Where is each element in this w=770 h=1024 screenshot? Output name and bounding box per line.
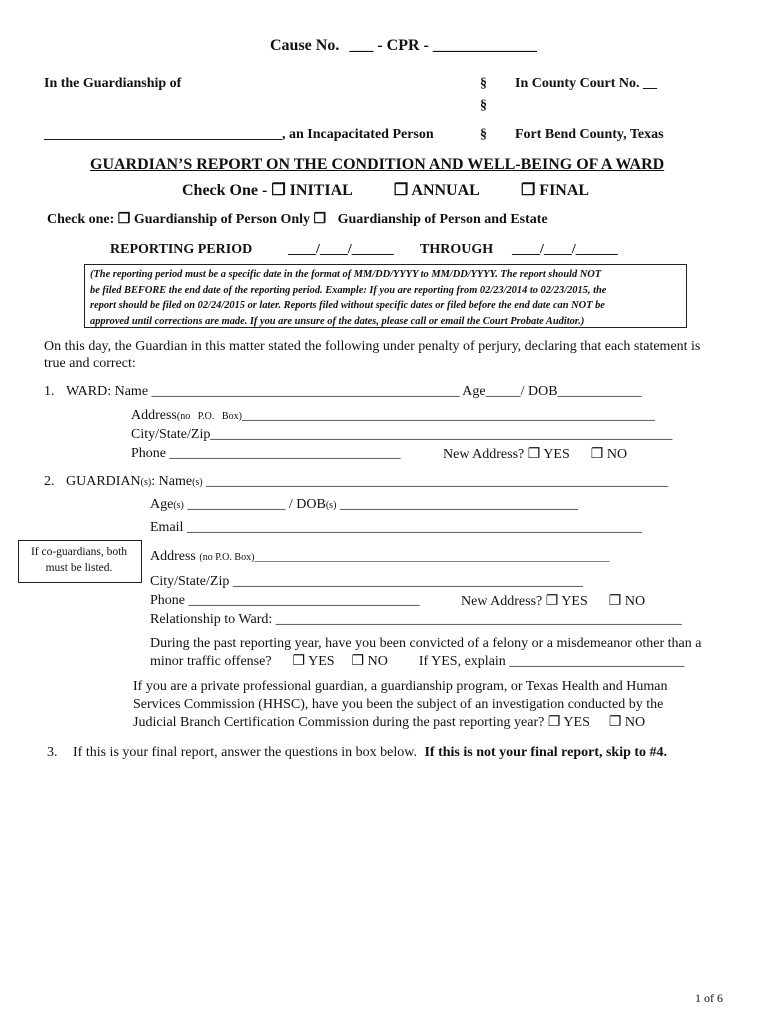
no-label: NO [624,594,646,609]
guardianship-type-row [47,211,548,228]
checkbox-icon[interactable]: ❐ [527,447,541,462]
notice-text [90,267,606,329]
notice-line: report should be filed on 02/24/2015 or later. Reports filed without specific dates or filed before the end date can NOT be [90,300,605,311]
option-final: FINAL [539,182,590,199]
guardian-label: GUARDIAN [66,474,141,489]
cause-label: Cause No. [270,37,340,54]
ward-new-address-row [443,446,627,463]
guardian-email-row [150,520,642,536]
guardian-address-label: Address [150,549,196,564]
felony-question-line1: During the past reporting year, have you been convicted of a felony or a misdemeanor other than a [150,636,702,651]
no-label: NO [367,654,388,669]
guardian-city-row [150,574,583,590]
item-3-text: If this is your final report, answer the questions in box below. [73,745,417,760]
yes-label: YES [308,654,335,669]
item-number: 1. [44,384,55,399]
ward-address-label: Address [131,408,177,423]
through-label: THROUGH [420,242,494,257]
guardian-email-field[interactable]: _________________________________________________________________ [186,520,642,535]
checkbox-icon[interactable]: ❐ [547,715,561,730]
ward-address-row [131,408,655,424]
explain-field[interactable]: _________________________ [509,654,685,669]
yes-label: YES [561,594,588,609]
explain-label: If YES, explain [418,654,506,669]
intro-paragraph [44,338,700,372]
guardianship-of-label: In the Guardianship of [44,76,182,91]
guardian-email-label: Email [150,520,184,535]
guardian-name-field[interactable]: __________________________________________________________________ [206,474,669,489]
yes-label: YES [543,447,570,462]
investigation-question [133,678,667,732]
guardian-city-label: City/State/Zip [150,574,230,589]
guardian-address-row [150,549,609,565]
plural-note: (s) [173,500,184,511]
cause-number [270,37,537,55]
plural-note: (s) [140,477,152,488]
co-guardian-note [18,544,140,576]
plural-note: (s) [192,477,203,488]
guardian-age-row [150,497,578,513]
reporting-from-date[interactable]: ____/____/______ [288,242,394,257]
no-label: NO [606,447,628,462]
ward-city-row [131,427,672,443]
section-mark: § [480,127,487,142]
item-number: 2. [44,474,55,489]
checkbox-icon[interactable]: ❐ [393,182,409,199]
notice-line: be filed BEFORE the end date of the reporting period. Example: If you are reporting from 02/23/2014 to 02/23/2015, the [90,284,607,296]
intro-line: On this day, the Guardian in this matter stated the following under penalty of perjury, declaring that each statement is [44,339,701,354]
checkbox-icon[interactable]: ❐ [271,182,286,199]
reporting-period-label: REPORTING PERIOD [110,242,253,257]
checkbox-icon[interactable]: ❐ [117,212,131,227]
option-annual: ANNUAL [411,182,479,199]
new-address-label: New Address? [461,594,543,609]
checkbox-icon[interactable]: ❐ [351,654,365,669]
guardian-phone-field[interactable]: _________________________________ [188,593,420,608]
guardian-address-note: (no P.O. Box) [199,552,255,563]
no-label: NO [624,715,646,730]
relationship-field[interactable]: __________________________________________________________ [275,612,682,627]
ward-name-row [44,384,642,400]
checkbox-icon[interactable]: ❐ [590,447,604,462]
guardian-name-row [44,474,668,490]
option-initial: INITIAL [289,182,352,199]
question-line: If you are a private professional guardian, a guardianship program, or Texas Health and Human [133,679,668,694]
check-one-b-label: Check one: [47,212,115,227]
notice-line: approved until corrections are made. If you are unsure of the dates, please call or email the Court Probate Auditor.) [90,315,585,327]
ward-name-field[interactable]: ____________________________________________ [151,384,460,399]
guardian-address-field[interactable]: _______________________________________________________________________ [254,552,610,563]
note-line: If co-guardians, both [30,546,128,558]
ward-age-label: Age [462,384,486,399]
question-line: Judicial Branch Certification Commission during the past reporting year? [133,715,545,730]
guardian-age-label: Age [150,497,174,512]
section-mark: § [480,98,487,113]
ward-address-note: (no P.O. Box) [176,411,242,422]
ward-city-label: City/State/Zip [131,427,211,442]
page-number: 1 of 6 [695,991,723,1005]
ward-city-field[interactable]: __________________________________________________________________ [210,427,673,442]
ward-phone-field[interactable]: _________________________________ [169,446,401,461]
guardian-dob-label: / DOB [288,497,326,512]
plural-note: (s) [325,500,337,511]
note-line: must be listed. [45,562,113,574]
ward-address-field[interactable]: ___________________________________________________________ [241,408,655,423]
ward-name-label: WARD: Name [66,384,149,399]
relationship-row [150,612,682,628]
guardian-city-field[interactable]: __________________________________________________ [232,574,583,589]
checkbox-icon[interactable]: ❐ [545,594,559,609]
guardian-age-field[interactable]: ______________ [187,497,286,512]
ward-dob-label: DOB [528,384,558,399]
item-3-skip-note: If this is not your final report, skip to #4. [424,745,668,760]
item-number: 3. [47,745,58,760]
new-address-label: New Address? [443,447,525,462]
checkbox-icon[interactable]: ❐ [313,212,327,227]
ward-age-field[interactable]: _____/ [485,384,525,399]
guardian-phone-label: Phone [150,593,185,608]
yes-label: YES [563,715,590,730]
incapacitated-person-line[interactable]: __________________________________, an Incapacitated Person [44,127,434,142]
cause-blanks[interactable]: ___ - CPR - _____________ [349,37,537,54]
report-type-row [182,180,589,200]
felony-question-line2: minor traffic offense? [150,654,272,669]
guardian-new-address-row [461,593,645,610]
reporting-to-date[interactable]: ____/____/______ [512,242,618,257]
relationship-label: Relationship to Ward: [150,612,273,627]
ward-phone-label: Phone [131,446,166,461]
report-title: GUARDIAN’S REPORT ON THE CONDITION AND WELL-BEING OF A WARD [90,156,665,173]
check-one-label: Check One - [182,182,268,199]
item-3-row [47,745,667,761]
checkbox-icon[interactable]: ❐ [292,654,306,669]
question-line-with-options [133,714,667,732]
option-person-only: Guardianship of Person Only [133,212,311,227]
ward-phone-row [131,446,401,462]
notice-line: (The reporting period must be a specific date in the format of MM/DD/YYYY to MM/DD/YYYY. The report should NOT [90,269,602,280]
checkbox-icon[interactable]: ❐ [608,594,622,609]
county-name: Fort Bend County, Texas [515,127,664,142]
county-court-number[interactable]: In County Court No. __ [515,76,657,91]
felony-question-row [150,653,684,670]
ward-dob-field[interactable]: ____________ [557,384,642,399]
guardian-name-label: : Name [151,474,193,489]
checkbox-icon[interactable]: ❐ [608,715,622,730]
guardian-dob-field[interactable]: __________________________________ [339,497,578,512]
intro-line: true and correct: [44,356,136,371]
question-line: Services Commission (HHSC), have you been the subject of an investigation conducted by the [133,697,664,712]
option-person-estate: Guardianship of Person and Estate [337,212,548,227]
checkbox-icon[interactable]: ❐ [520,182,536,199]
section-mark: § [480,76,487,91]
guardian-phone-row [150,593,420,609]
